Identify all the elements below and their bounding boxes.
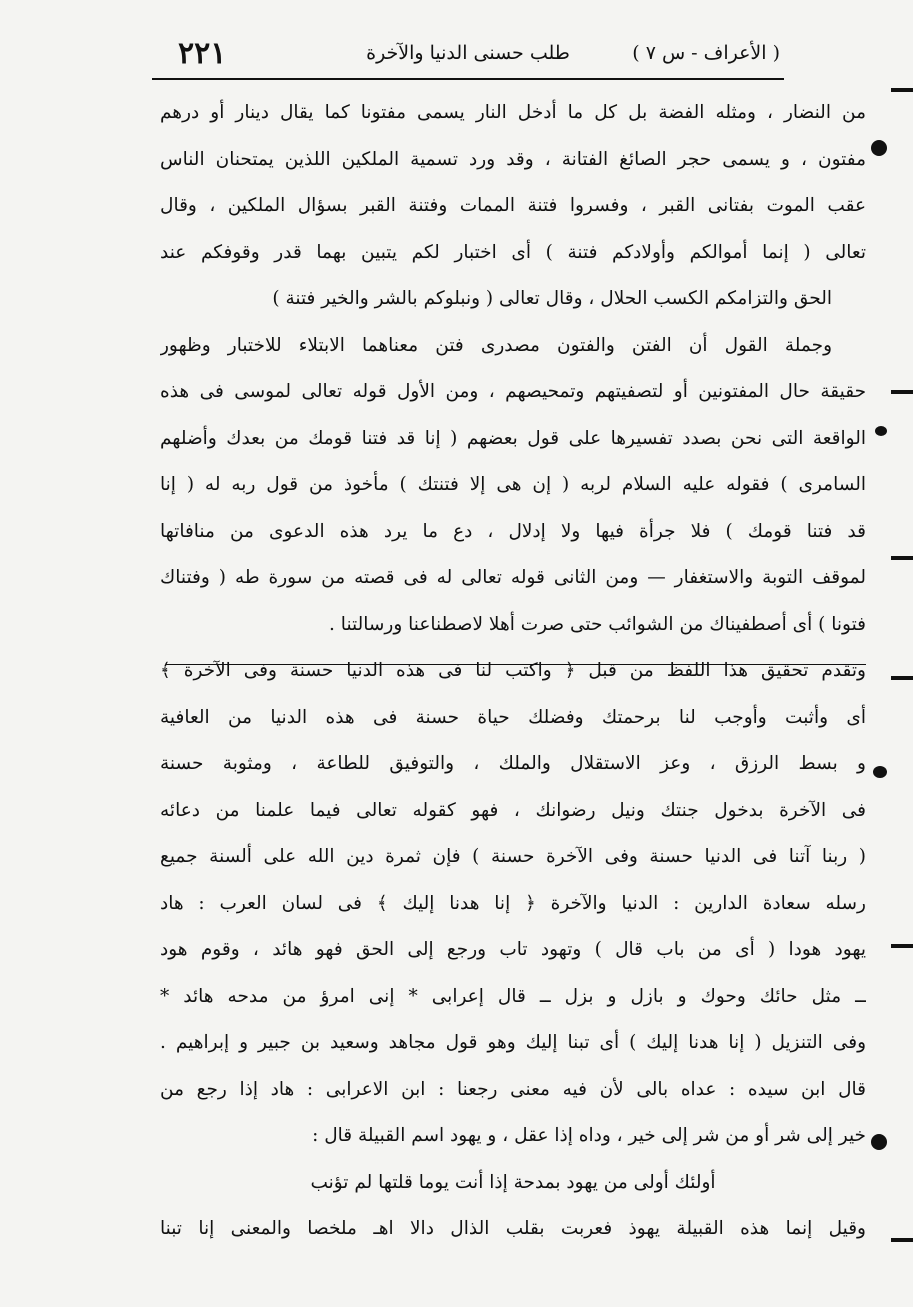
surah-reference: ( الأعراف - س ٧ )	[632, 42, 780, 64]
section-divider	[166, 664, 866, 665]
text-line: فى الآخرة بدخول جنتك ونيل رضوانك ، فهو كقوله تعالى فيما علمنا من دعائه	[160, 799, 866, 821]
text-line: عقب الموت بفتانى القبر ، وفسروا فتنة الممات وفتنة القبر بسؤال الملكين ، وقال	[160, 195, 866, 216]
text-line: خير إلى شر أو من شر إلى خير ، وداه إذا عقل ، و يهود اسم القبيلة قال :	[312, 1125, 866, 1146]
text-line: وتقدم تحقيق هذا اللفظ من قبل ﴿ واكتب لنا فى هذه الدنيا حسنة وفى الآخرة ﴾	[160, 660, 866, 681]
margin-mark	[891, 944, 913, 948]
text-line: لموقف التوبة والاستغفار — ومن الثانى قوله تعالى له فى قصته من سورة طه ( وفتناك	[160, 567, 866, 588]
text-line: حقيقة حال المفتونين أو لتصفيتهم وتمحيصهم ، ومن الأول قوله تعالى لموسى فى هذه	[160, 381, 866, 402]
margin-mark	[891, 1238, 913, 1242]
text-line: أى وأثبت وأوجب لنا برحمتك وفضلك حياة حسنة فى هذه الدنيا من العافية	[160, 706, 866, 728]
page-header	[152, 34, 784, 80]
text-line: قد فتنا قومك ) فلا جرأة فيها ولا إدلال ، دع ما يرد هذه الدعوى من منافاتها	[160, 520, 866, 542]
text-line: رسله سعادة الدارين : الدنيا والآخرة ﴿ إنا هدنا إليك ﴾ فى لسان العرب : هاد	[160, 892, 866, 914]
text-line: وقيل إنما هذه القبيلة يهوذ فعربت بقلب الذال دالا اهـ ملخصا والمعنى إنا تبنا	[160, 1218, 866, 1239]
margin-mark	[873, 766, 887, 778]
text-line: وفى التنزيل ( إنا هدنا إليك ) أى تبنا إليك وهو قول مجاهد وسعيد بن جبير و إبراهيم .	[160, 1032, 866, 1053]
margin-mark	[891, 556, 913, 560]
margin-mark	[891, 390, 913, 394]
text-line: فتونا ) أى أصطفيناك من الشوائب حتى صرت أهلا لاصطناعنا ورسالتنا .	[329, 613, 866, 635]
text-line: ــ مثل حائك وحوك و بازل و بزل ــ قال إعرابى * إنى امرؤ من مدحه هائد *	[160, 985, 866, 1007]
text-line: ( ربنا آتنا فى الدنيا حسنة وفى الآخرة حسنة ) فإن ثمرة دين الله على ألسنة جميع	[160, 846, 866, 867]
text-line: يهود هودا ( أى من باب قال ) وتهود تاب ورجع إلى الحق فهو هائد ، وقوم هود	[160, 939, 866, 960]
text-line: وجملة القول أن الفتن والفتون مصدرى فتن معناهما الابتلاء للاختبار وظهور	[160, 334, 832, 356]
text-line: الواقعة التى نحن بصدد تفسيرها على قول بعضهم ( إنا قد فتنا قومك من بعدك وأضلهم	[160, 427, 866, 449]
margin-mark	[871, 1134, 887, 1150]
margin-mark	[871, 140, 887, 156]
running-title: طلب حسنى الدنيا والآخرة	[366, 42, 570, 64]
margin-mark	[875, 426, 887, 436]
text-line: من النضار ، ومثله الفضة بل كل ما أدخل النار يسمى مفتونا كما يقال دينار أو درهم	[160, 102, 866, 123]
text-line: الحق والتزامكم الكسب الحلال ، وقال تعالى ( ونبلوكم بالشر والخير فتنة )	[272, 288, 832, 309]
poetry-verse: أولئك أولى من يهود بمدحة إذا أنت يوما قلتها لم تؤنب	[310, 1171, 716, 1193]
page-number: ٢٢١	[178, 36, 227, 71]
text-line: قال ابن سيده : عداه بالى لأن فيه معنى رجعنا : ابن الاعرابى : هاد إذا رجع من	[160, 1078, 866, 1100]
text-line: تعالى ( إنما أموالكم وأولادكم فتنة ) أى اختبار لكم يتبين بهما قدر وقوفكم عند	[160, 241, 866, 263]
margin-mark	[891, 676, 913, 680]
body-text	[160, 90, 866, 1253]
text-line: و بسط الرزق ، وعز الاستقلال والملك ، والتوفيق للطاعة ، ومثوبة حسنة	[160, 753, 866, 774]
text-line: مفتون ، و يسمى حجر الصائغ الفتانة ، وقد ورد تسمية الملكين اللذين يمتحنان الناس	[160, 148, 866, 170]
margin-mark	[891, 88, 913, 92]
text-line: السامرى ) فقوله عليه السلام لربه ( إن هى إلا فتنتك ) مأخوذ من قول ربه له ( إنا	[160, 474, 866, 495]
